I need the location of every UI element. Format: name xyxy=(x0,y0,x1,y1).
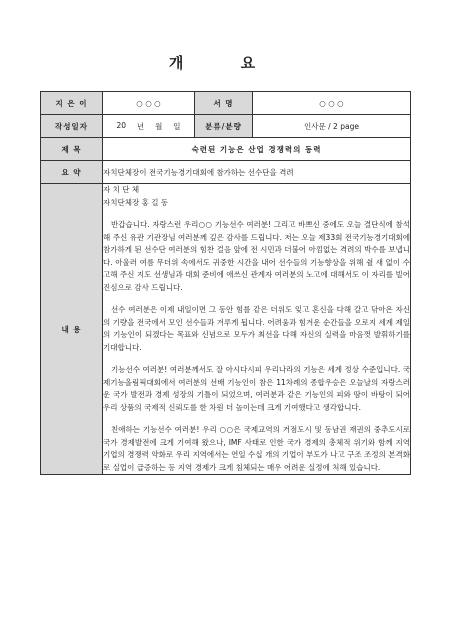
paragraph: 반갑습니다. 자랑스런 우리○○ 기능선수 여러분! 그리고 바쁘신 중에도 오늘 결단식에 참석해 주신 유관 기관장님 여러분께 깊은 감사를 드립니다. 저는 오늘 제33회 전국기능경기대회에 참가하게 된 선수단 여러분의 힘찬 걸음 앞에 전 시민과 더불어 아낌없는 격려의 박수를 보냅니다. 아울러 여름 무더위 속에서도 귀중한 시간을 내어 선수들의 기능향상을 위해 쉴 새 없이 수고해 주신 지도 선생님과 대회 준비에 애쓰신 관계자 여러분의 노고에 대해서도 이 자리를 빌어 진심으로 감사 드립니다. xyxy=(103,220,410,292)
date-year-unit: 년 xyxy=(136,121,145,131)
greeting-org: 자 치 단 체 xyxy=(103,185,140,194)
writer-row xyxy=(41,92,411,115)
summary-label: 요 약 xyxy=(41,161,103,184)
name-label: 서 명 xyxy=(195,92,253,115)
greeting-speaker: 자치단체장 홍 길 동 xyxy=(103,197,169,207)
writer-value[interactable]: ○ ○ ○ xyxy=(103,92,195,115)
content-body[interactable] xyxy=(103,184,411,475)
date-label: 작성일자 xyxy=(41,115,103,138)
summary-value[interactable]: 자치단체장이 전국기능경기대회에 참가하는 선수단을 격려 xyxy=(103,161,411,184)
category-value[interactable]: 인사문 / 2 page xyxy=(253,115,411,138)
date-month-unit: 월 xyxy=(155,121,163,131)
summary-row xyxy=(41,161,411,184)
paragraph: 기능선수 여러분! 여러분께서도 잘 아시다시피 우리나라의 기능은 세계 정상 수준입니다. 국제기능올림픽대회에서 여러분의 선배 기능인이 참은 11차례의 종합우승은 오늘날의 자랑스러운 국가 발전과 경제 성장의 기틀이 되었으며, 여러분과 같은 기능인의 피와 땀이 바탕이 되어 우리 상품의 국제적 신뢰도를 한 차원 더 높이는데 크게 기여했다고 생각합니다. xyxy=(103,365,410,412)
subject-value[interactable]: 숙련된 기능은 산업 경쟁력의 동력 xyxy=(103,138,411,161)
paragraph: 선수 여러분은 이제 내일이면 그 동안 힘를 같은 더위도 잊고 혼신을 다해 갈고 닦아온 자신의 기량을 전국에서 모인 선수들과 겨루게 됩니다. 어려움과 힘겨운 순간들을 오로지 세계 제일의 기능인이 되겠다는 목표와 신념으로 모두가 최선을 다해 자신의 실력을 마음껏 발휘하기를 기대합니다. xyxy=(103,305,410,352)
name-value[interactable]: ○ ○ ○ xyxy=(253,92,411,115)
category-label: 분류/분량 xyxy=(195,115,253,138)
outline-form xyxy=(40,91,411,475)
content-row xyxy=(41,184,411,475)
paragraph: 친애하는 기능선수 여러분! 우리 ○○은 국제교역의 거점도시 및 동남권 재권의 중추도시로 국가 경제발전에 크게 기여해 왔으나, IMF 사태로 인한 국가 경제의 총체적 위기와 함께 지역 기업의 경쟁력 약화로 우리 지역에서는 연일 수십 개의 기업이 부도가 나고 구조 조정의 본격화로 실업이 급증하는 등 지역 경제가 크게 침체되는 매우 어려운 실정에 처해 있습니다. xyxy=(103,425,410,472)
subject-row xyxy=(41,138,411,161)
document-title: 개 요 xyxy=(168,54,282,72)
date-year: 20 xyxy=(116,120,126,130)
date-day-unit: 일 xyxy=(173,121,181,131)
date-row xyxy=(41,115,411,138)
subject-label: 제 목 xyxy=(41,138,103,161)
writer-label: 지 은 이 xyxy=(41,92,103,115)
content-label: 내 용 xyxy=(41,184,103,475)
date-value[interactable] xyxy=(103,115,195,138)
